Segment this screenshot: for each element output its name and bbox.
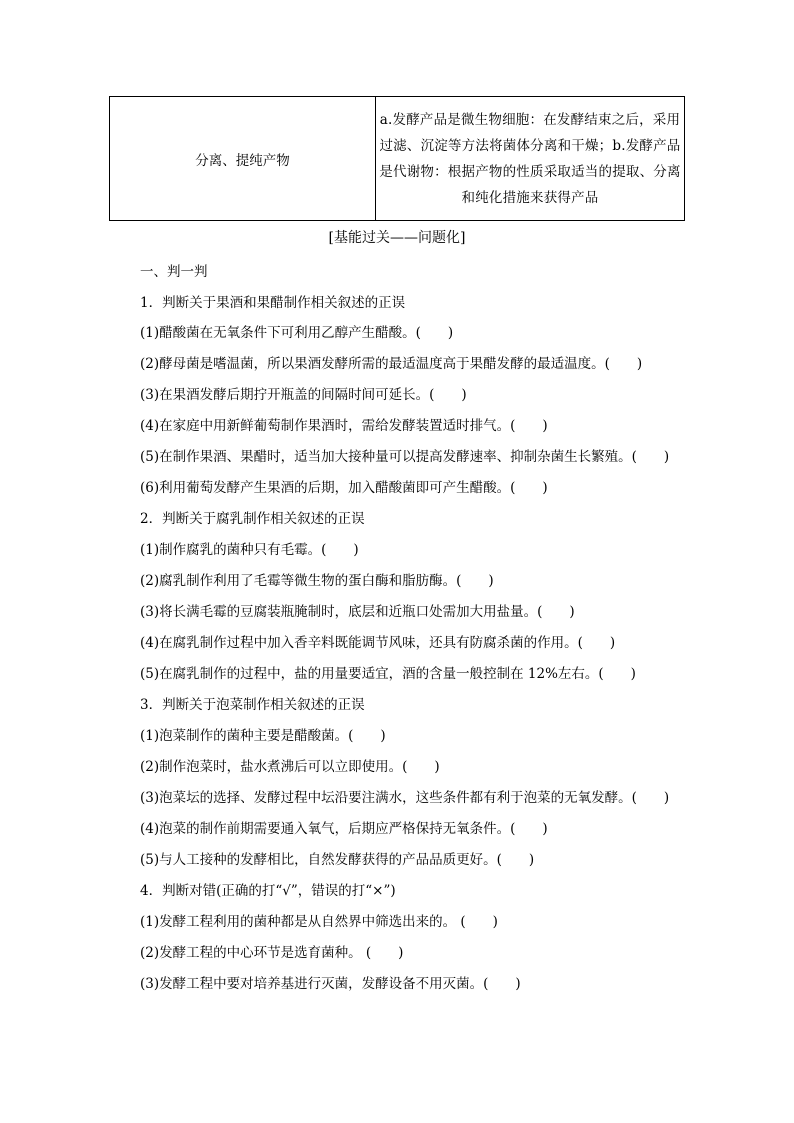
question-item: (5)与人工接种的发酵相比，自然发酵获得的产品品质更好。( ) [140, 852, 535, 868]
table-row [110, 97, 685, 221]
question-title: 3．判断关于泡菜制作相关叙述的正误 [140, 697, 365, 713]
question-item: (2)制作泡菜时，盐水煮沸后可以立即使用。( ) [140, 759, 440, 775]
table-row-label: 分离、提纯产物 [110, 97, 376, 221]
question-item: (2)酵母菌是嗜温菌，所以果酒发酵所需的最适温度高于果醋发酵的最适温度。( ) [140, 356, 643, 372]
question-title: 4．判断对错(正确的打“√”，错误的打“×”) [140, 883, 396, 899]
question-item: (1)醋酸菌在无氧条件下可利用乙醇产生醋酸。( ) [140, 325, 454, 341]
question-item: (3)泡菜坛的选择、发酵过程中坛沿要注满水，这些条件都有利于泡菜的无氧发酵。( ) [140, 790, 670, 806]
question-item: (5)在制作果酒、果醋时，适当加大接种量可以提高发酵速率、抑制杂菌生长繁殖。( ) [140, 449, 670, 465]
question-item: (1)发酵工程利用的菌种都是从自然界中筛选出来的。 ( ) [140, 914, 498, 930]
question-item: (3)在果酒发酵后期拧开瓶盖的间隔时间可延长。( ) [140, 387, 467, 403]
table-row-content: a.发酵产品是微生物细胞：在发酵结束之后，采用过滤、沉淀等方法将菌体分离和干燥；b.发酵产品是代谢物：根据产物的性质采取适当的提取、分离和纯化措施来获得产品 [376, 97, 685, 221]
question-item: (4)泡菜的制作前期需要通入氧气，后期应严格保持无氧条件。( ) [140, 821, 548, 837]
question-item: (1)制作腐乳的菌种只有毛霉。( ) [140, 542, 359, 558]
part-title: 一、判一判 [140, 264, 208, 280]
question-item: (2)腐乳制作利用了毛霉等微生物的蛋白酶和脂肪酶。( ) [140, 573, 494, 589]
question-item: (5)在腐乳制作的过程中，盐的用量要适宜，酒的含量一般控制在 12%左右。( ) [140, 666, 636, 682]
question-item: (3)将长满毛霉的豆腐装瓶腌制时，底层和近瓶口处需加大用盐量。( ) [140, 604, 575, 620]
question-item: (4)在腐乳制作过程中加入香辛料既能调节风味，还具有防腐杀菌的作用。( ) [140, 635, 616, 651]
process-table [109, 96, 685, 221]
question-item: (2)发酵工程的中心环节是选育菌种。 ( ) [140, 945, 404, 961]
question-item: (1)泡菜制作的菌种主要是醋酸菌。( ) [140, 728, 386, 744]
section-heading: [基能过关——问题化] [328, 230, 466, 246]
question-title: 2．判断关于腐乳制作相关叙述的正误 [140, 511, 365, 527]
question-title: 1．判断关于果酒和果醋制作相关叙述的正误 [140, 295, 406, 311]
question-item: (3)发酵工程中要对培养基进行灭菌，发酵设备不用灭菌。( ) [140, 976, 521, 992]
question-item: (4)在家庭中用新鲜葡萄制作果酒时，需给发酵装置适时排气。( ) [140, 418, 548, 434]
question-item: (6)利用葡萄发酵产生果酒的后期，加入醋酸菌即可产生醋酸。( ) [140, 480, 548, 496]
